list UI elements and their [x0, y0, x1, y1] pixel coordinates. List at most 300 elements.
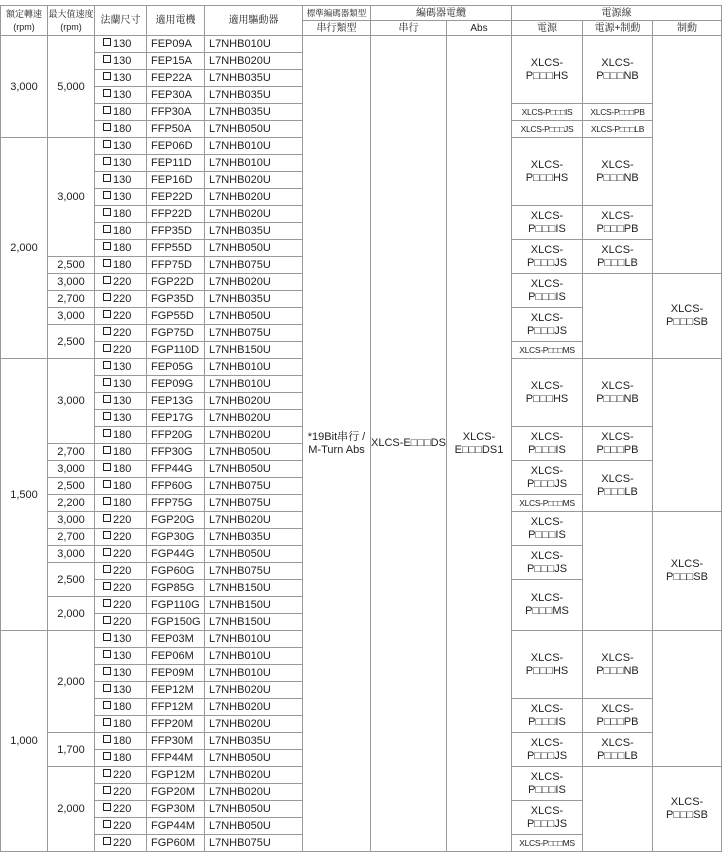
motor-model-cell: FGP110G [147, 597, 205, 614]
power-brake-cable-cell: XLCS-P□□□PB [583, 206, 653, 240]
flange-cell [95, 359, 147, 376]
max-speed-cell: 3,000 [48, 546, 95, 563]
power-cable-cell: XLCS-P□□□JS [512, 308, 583, 342]
motor-model-cell: FEP09G [147, 376, 205, 393]
power-brake-cable-cell: XLCS-P□□□LB [583, 733, 653, 767]
flange-cell [95, 257, 147, 274]
flange-size: 130 [113, 157, 132, 169]
flange-size: 180 [113, 106, 132, 118]
square-flange-icon [103, 616, 111, 624]
motor-model-cell: FFP44M [147, 750, 205, 767]
flange-size: 130 [113, 361, 132, 373]
table-body [1, 36, 722, 852]
flange-cell [95, 155, 147, 172]
driver-model-cell: L7NHB050U [205, 121, 303, 138]
header-encoder-type-top: 標準編碼器類型 [303, 6, 371, 21]
motor-model-cell: FFP35D [147, 223, 205, 240]
header-abs: Abs [447, 21, 512, 36]
flange-size: 220 [113, 820, 132, 832]
power-brake-cable-cell: XLCS-P□□□PB [583, 427, 653, 461]
power-brake-cable-cell: XLCS-P□□□PB [583, 699, 653, 733]
flange-cell [95, 478, 147, 495]
driver-model-cell: L7NHB020U [205, 393, 303, 410]
driver-model-cell: L7NHB075U [205, 325, 303, 342]
motor-model-cell: FFP50A [147, 121, 205, 138]
flange-size: 180 [113, 208, 132, 220]
motor-model-cell: FGP60G [147, 563, 205, 580]
driver-model-cell: L7NHB075U [205, 835, 303, 852]
square-flange-icon [103, 140, 111, 148]
power-cable-cell: XLCS-P□□□MS [512, 580, 583, 631]
flange-cell [95, 716, 147, 733]
flange-size: 180 [113, 701, 132, 713]
max-speed-cell: 2,000 [48, 631, 95, 733]
flange-size: 220 [113, 531, 132, 543]
driver-model-cell: L7NHB010U [205, 359, 303, 376]
flange-size: 220 [113, 582, 132, 594]
square-flange-icon [103, 191, 111, 199]
header-power-brake: 電源+制動 [583, 21, 653, 36]
square-flange-icon [103, 633, 111, 641]
power-cable-cell: XLCS-P□□□JS [512, 801, 583, 835]
flange-cell [95, 767, 147, 784]
driver-model-cell: L7NHB010U [205, 665, 303, 682]
motor-model-cell: FGP22D [147, 274, 205, 291]
square-flange-icon [103, 735, 111, 743]
driver-model-cell: L7NHB150U [205, 597, 303, 614]
square-flange-icon [103, 667, 111, 675]
flange-cell [95, 682, 147, 699]
flange-size: 130 [113, 140, 132, 152]
square-flange-icon [103, 718, 111, 726]
flange-cell [95, 53, 147, 70]
max-speed-cell: 3,000 [48, 359, 95, 444]
max-speed-cell: 2,700 [48, 444, 95, 461]
flange-cell [95, 189, 147, 206]
motor-model-cell: FGP12M [147, 767, 205, 784]
square-flange-icon [103, 174, 111, 182]
power-brake-cable-cell: XLCS-P□□□NB [583, 138, 653, 206]
driver-model-cell: L7NHB050U [205, 240, 303, 257]
max-speed-cell: 3,000 [48, 512, 95, 529]
motor-model-cell: FGP44M [147, 818, 205, 835]
max-speed-cell: 2,000 [48, 597, 95, 631]
flange-size: 130 [113, 633, 132, 645]
flange-cell [95, 733, 147, 750]
motor-model-cell: FGP75D [147, 325, 205, 342]
header-flange: 法蘭尺寸 [95, 6, 147, 36]
max-speed-cell: 2,500 [48, 325, 95, 359]
flange-cell [95, 393, 147, 410]
flange-cell [95, 631, 147, 648]
motor-model-cell: FFP20G [147, 427, 205, 444]
max-speed-cell: 2,700 [48, 291, 95, 308]
motor-model-cell: FFP30M [147, 733, 205, 750]
flange-cell [95, 410, 147, 427]
brake-cable-cell: XLCS-P□□□SB [653, 274, 722, 359]
motor-model-cell: FGP150G [147, 614, 205, 631]
square-flange-icon [103, 361, 111, 369]
square-flange-icon [103, 463, 111, 471]
flange-size: 220 [113, 786, 132, 798]
square-flange-icon [103, 514, 111, 522]
driver-model-cell: L7NHB150U [205, 342, 303, 359]
driver-model-cell: L7NHB050U [205, 546, 303, 563]
driver-model-cell: L7NHB020U [205, 427, 303, 444]
driver-model-cell: L7NHB150U [205, 614, 303, 631]
brake-cable-cell: XLCS-P□□□SB [653, 512, 722, 631]
square-flange-icon [103, 752, 111, 760]
power-cable-cell: XLCS-P□□□JS [512, 461, 583, 495]
motor-model-cell: FFP55D [147, 240, 205, 257]
flange-cell [95, 648, 147, 665]
header-serial: 串行 [371, 21, 447, 36]
square-flange-icon [103, 55, 111, 63]
flange-cell [95, 206, 147, 223]
square-flange-icon [103, 259, 111, 267]
driver-model-cell: L7NHB035U [205, 70, 303, 87]
square-flange-icon [103, 769, 111, 777]
square-flange-icon [103, 276, 111, 284]
header-motor: 適用電機 [147, 6, 205, 36]
flange-cell [95, 495, 147, 512]
motor-model-cell: FGP30M [147, 801, 205, 818]
flange-cell [95, 223, 147, 240]
square-flange-icon [103, 803, 111, 811]
flange-cell [95, 699, 147, 716]
flange-size: 180 [113, 718, 132, 730]
square-flange-icon [103, 293, 111, 301]
motor-model-cell: FGP44G [147, 546, 205, 563]
power-cable-cell: XLCS-P□□□JS [512, 240, 583, 274]
flange-size: 130 [113, 395, 132, 407]
max-speed-cell: 2,500 [48, 478, 95, 495]
square-flange-icon [103, 599, 111, 607]
square-flange-icon [103, 548, 111, 556]
motor-model-cell: FEP09A [147, 36, 205, 53]
motor-model-cell: FGP85G [147, 580, 205, 597]
flange-size: 180 [113, 480, 132, 492]
motor-model-cell: FEP22D [147, 189, 205, 206]
motor-model-cell: FEP16D [147, 172, 205, 189]
power-cable-cell: XLCS-P□□□JS [512, 733, 583, 767]
power-brake-cable-cell [583, 512, 653, 631]
flange-cell [95, 563, 147, 580]
flange-size: 130 [113, 72, 132, 84]
flange-size: 220 [113, 276, 132, 288]
power-cable-cell: XLCS-P□□□MS [512, 495, 583, 512]
square-flange-icon [103, 820, 111, 828]
flange-size: 180 [113, 259, 132, 271]
table-row [1, 36, 722, 53]
driver-model-cell: L7NHB010U [205, 155, 303, 172]
driver-model-cell: L7NHB020U [205, 784, 303, 801]
flange-cell [95, 750, 147, 767]
flange-cell [95, 87, 147, 104]
motor-model-cell: FGP20M [147, 784, 205, 801]
motor-model-cell: FEP05G [147, 359, 205, 376]
motor-model-cell: FEP12M [147, 682, 205, 699]
driver-model-cell: L7NHB020U [205, 512, 303, 529]
max-speed-cell: 3,000 [48, 138, 95, 257]
header-power: 電源 [512, 21, 583, 36]
flange-size: 180 [113, 429, 132, 441]
square-flange-icon [103, 565, 111, 573]
square-flange-icon [103, 310, 111, 318]
header-brake: 制動 [653, 21, 722, 36]
motor-model-cell: FFP30A [147, 104, 205, 121]
flange-cell [95, 665, 147, 682]
driver-model-cell: L7NHB050U [205, 444, 303, 461]
driver-model-cell: L7NHB075U [205, 257, 303, 274]
driver-model-cell: L7NHB150U [205, 580, 303, 597]
motor-model-cell: FEP30A [147, 87, 205, 104]
power-cable-cell: XLCS-P□□□HS [512, 138, 583, 206]
driver-model-cell: L7NHB075U [205, 563, 303, 580]
flange-size: 130 [113, 55, 132, 67]
driver-model-cell: L7NHB050U [205, 801, 303, 818]
flange-size: 180 [113, 463, 132, 475]
rated-speed-cell: 3,000 [1, 36, 48, 138]
power-brake-cable-cell: XLCS-P□□□LB [583, 461, 653, 512]
driver-model-cell: L7NHB010U [205, 631, 303, 648]
max-speed-cell: 2,000 [48, 767, 95, 852]
square-flange-icon [103, 327, 111, 335]
motor-model-cell: FFP44G [147, 461, 205, 478]
driver-model-cell: L7NHB020U [205, 206, 303, 223]
power-brake-cable-cell: XLCS-P□□□NB [583, 631, 653, 699]
motor-model-cell: FEP15A [147, 53, 205, 70]
power-cable-cell: XLCS-P□□□JS [512, 546, 583, 580]
header-rated-speed: 額定轉速 (rpm) [1, 6, 48, 36]
square-flange-icon [103, 123, 111, 131]
driver-model-cell: L7NHB075U [205, 478, 303, 495]
driver-model-cell: L7NHB010U [205, 376, 303, 393]
driver-model-cell: L7NHB050U [205, 461, 303, 478]
flange-size: 180 [113, 752, 132, 764]
flange-cell [95, 104, 147, 121]
flange-size: 220 [113, 548, 132, 560]
driver-model-cell: L7NHB020U [205, 189, 303, 206]
brake-cable-cell: XLCS-P□□□SB [653, 767, 722, 852]
brake-cable-cell [653, 36, 722, 274]
driver-model-cell: L7NHB020U [205, 682, 303, 699]
square-flange-icon [103, 72, 111, 80]
header-power-cable: 電源線 [512, 6, 722, 21]
power-cable-cell: XLCS-P□□□MS [512, 835, 583, 852]
square-flange-icon [103, 837, 111, 845]
flange-cell [95, 444, 147, 461]
motor-model-cell: FGP20G [147, 512, 205, 529]
flange-size: 220 [113, 310, 132, 322]
flange-size: 180 [113, 242, 132, 254]
flange-cell [95, 121, 147, 138]
motor-model-cell: FGP60M [147, 835, 205, 852]
square-flange-icon [103, 582, 111, 590]
square-flange-icon [103, 786, 111, 794]
power-cable-cell: XLCS-P□□□HS [512, 36, 583, 104]
flange-size: 220 [113, 837, 132, 849]
square-flange-icon [103, 446, 111, 454]
motor-model-cell: FGP30G [147, 529, 205, 546]
driver-model-cell: L7NHB035U [205, 529, 303, 546]
power-cable-cell: XLCS-P□□□MS [512, 342, 583, 359]
encoder-abs-cable-cell: XLCS-E□□□DS1 [447, 36, 512, 852]
power-brake-cable-cell: XLCS-P□□□PB [583, 104, 653, 121]
flange-cell [95, 784, 147, 801]
max-speed-cell: 2,500 [48, 257, 95, 274]
motor-model-cell: FEP06M [147, 648, 205, 665]
motor-model-cell: FGP35D [147, 291, 205, 308]
flange-cell [95, 614, 147, 631]
driver-model-cell: L7NHB050U [205, 818, 303, 835]
power-cable-cell: XLCS-P□□□IS [512, 206, 583, 240]
square-flange-icon [103, 157, 111, 165]
flange-cell [95, 597, 147, 614]
flange-cell [95, 308, 147, 325]
flange-size: 180 [113, 735, 132, 747]
flange-size: 130 [113, 684, 132, 696]
square-flange-icon [103, 106, 111, 114]
power-brake-cable-cell: XLCS-P□□□NB [583, 36, 653, 104]
motor-model-cell: FEP13G [147, 393, 205, 410]
driver-model-cell: L7NHB035U [205, 87, 303, 104]
motor-model-cell: FEP17G [147, 410, 205, 427]
header-max-speed: 最大值速度 (rpm) [48, 6, 95, 36]
flange-cell [95, 325, 147, 342]
flange-size: 220 [113, 599, 132, 611]
square-flange-icon [103, 412, 111, 420]
power-brake-cable-cell [583, 274, 653, 359]
motor-model-cell: FFP30G [147, 444, 205, 461]
flange-size: 220 [113, 514, 132, 526]
flange-cell [95, 36, 147, 53]
servo-spec-table [0, 5, 722, 852]
driver-model-cell: L7NHB020U [205, 699, 303, 716]
motor-model-cell: FEP03M [147, 631, 205, 648]
square-flange-icon [103, 344, 111, 352]
max-speed-cell: 2,200 [48, 495, 95, 512]
driver-model-cell: L7NHB035U [205, 733, 303, 750]
flange-size: 220 [113, 616, 132, 628]
motor-model-cell: FFP75D [147, 257, 205, 274]
power-cable-cell: XLCS-P□□□HS [512, 359, 583, 427]
driver-model-cell: L7NHB035U [205, 291, 303, 308]
square-flange-icon [103, 480, 111, 488]
driver-model-cell: L7NHB020U [205, 274, 303, 291]
flange-size: 130 [113, 89, 132, 101]
square-flange-icon [103, 395, 111, 403]
header-encoder-type-bottom: 串行類型 [303, 21, 371, 36]
flange-size: 130 [113, 650, 132, 662]
flange-size: 130 [113, 174, 132, 186]
square-flange-icon [103, 208, 111, 216]
motor-model-cell: FGP110D [147, 342, 205, 359]
power-cable-cell: XLCS-P□□□IS [512, 104, 583, 121]
flange-size: 220 [113, 803, 132, 815]
rated-speed-cell: 1,000 [1, 631, 48, 852]
square-flange-icon [103, 429, 111, 437]
flange-cell [95, 818, 147, 835]
square-flange-icon [103, 684, 111, 692]
flange-size: 130 [113, 191, 132, 203]
max-speed-cell: 1,700 [48, 733, 95, 767]
motor-model-cell: FFP12M [147, 699, 205, 716]
driver-model-cell: L7NHB020U [205, 716, 303, 733]
power-cable-cell: XLCS-P□□□IS [512, 767, 583, 801]
flange-size: 180 [113, 497, 132, 509]
rated-speed-cell: 1,500 [1, 359, 48, 631]
driver-model-cell: L7NHB020U [205, 410, 303, 427]
flange-cell [95, 512, 147, 529]
power-brake-cable-cell: XLCS-P□□□NB [583, 359, 653, 427]
max-speed-cell: 2,500 [48, 563, 95, 597]
max-speed-cell: 3,000 [48, 274, 95, 291]
flange-cell [95, 546, 147, 563]
driver-model-cell: L7NHB010U [205, 138, 303, 155]
square-flange-icon [103, 497, 111, 505]
flange-size: 220 [113, 327, 132, 339]
flange-cell [95, 835, 147, 852]
brake-cable-cell [653, 631, 722, 767]
square-flange-icon [103, 531, 111, 539]
flange-size: 220 [113, 769, 132, 781]
motor-model-cell: FFP60G [147, 478, 205, 495]
motor-model-cell: FFP75G [147, 495, 205, 512]
motor-model-cell: FGP55D [147, 308, 205, 325]
motor-model-cell: FEP11D [147, 155, 205, 172]
flange-cell [95, 529, 147, 546]
driver-model-cell: L7NHB020U [205, 767, 303, 784]
driver-model-cell: L7NHB035U [205, 223, 303, 240]
driver-model-cell: L7NHB020U [205, 53, 303, 70]
motor-model-cell: FFP22D [147, 206, 205, 223]
power-cable-cell: XLCS-P□□□IS [512, 512, 583, 546]
driver-model-cell: L7NHB010U [205, 648, 303, 665]
flange-size: 130 [113, 412, 132, 424]
flange-size: 220 [113, 344, 132, 356]
power-cable-cell: XLCS-P□□□IS [512, 274, 583, 308]
flange-size: 130 [113, 667, 132, 679]
square-flange-icon [103, 650, 111, 658]
square-flange-icon [103, 242, 111, 250]
driver-model-cell: L7NHB050U [205, 308, 303, 325]
max-speed-cell: 2,700 [48, 529, 95, 546]
flange-size: 180 [113, 446, 132, 458]
flange-size: 180 [113, 225, 132, 237]
encoder-type-cell: *19Bit串行 / M-Turn Abs [303, 36, 371, 852]
flange-cell [95, 70, 147, 87]
motor-model-cell: FFP20M [147, 716, 205, 733]
driver-model-cell: L7NHB035U [205, 104, 303, 121]
power-cable-cell: XLCS-P□□□HS [512, 631, 583, 699]
power-brake-cable-cell: XLCS-P□□□LB [583, 121, 653, 138]
driver-model-cell: L7NHB075U [205, 495, 303, 512]
flange-cell [95, 291, 147, 308]
power-cable-cell: XLCS-P□□□IS [512, 427, 583, 461]
power-brake-cable-cell: XLCS-P□□□LB [583, 240, 653, 274]
header-driver: 適用驅動器 [205, 6, 303, 36]
flange-cell [95, 461, 147, 478]
flange-cell [95, 801, 147, 818]
encoder-serial-cable-cell: XLCS-E□□□DS [371, 36, 447, 852]
motor-model-cell: FEP06D [147, 138, 205, 155]
square-flange-icon [103, 378, 111, 386]
square-flange-icon [103, 38, 111, 46]
flange-cell [95, 172, 147, 189]
square-flange-icon [103, 701, 111, 709]
header-encoder-cable: 編碼器電纜 [371, 6, 512, 21]
